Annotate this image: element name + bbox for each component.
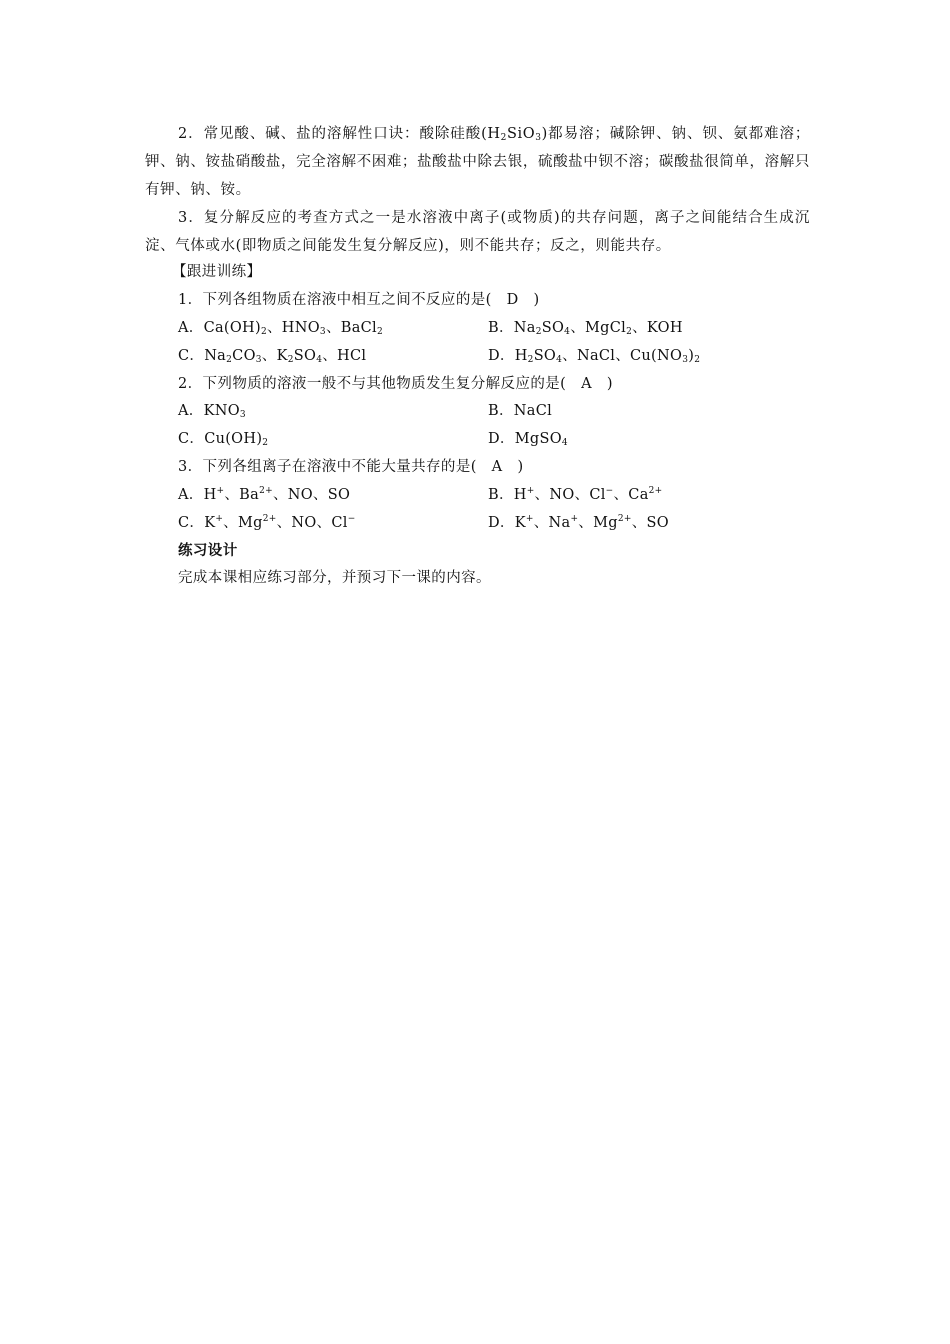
question-1-option-a: A．$Ca(OH)_2$、$HNO_3$、BaCl$_2$ [178, 320, 384, 337]
paragraph-text: 2．常见酸、碱、盐的溶解性口诀：酸除硅酸(H [178, 126, 501, 142]
question-3-stem: 3．下列各组离子在溶液中不能大量共存的是( A ) [178, 459, 524, 475]
question-1-option-b: B．$Na_2SO_4$、MgCl$_2$、KOH [488, 320, 683, 337]
paragraph-solubility-rhyme [145, 120, 810, 204]
paragraph-text: SiO [506, 126, 536, 142]
subscript: 3 [535, 133, 542, 143]
paragraph-text: )都易溶；碱除钾、钠、钡、氨都难溶；钾、钠、铵盐硝酸盐，完全溶解不困难；盐酸盐中除去银，硫酸盐中钡不溶；碳酸盐很简单，溶解只有钾、钠、铵。 [145, 126, 810, 198]
question-2-stem: 2．下列物质的溶液一般不与其他物质发生复分解反应的是( A ) [178, 376, 613, 392]
section-title-training: 【跟进训练】 [172, 264, 262, 280]
question-3-option-a: A．H+、$Ba^{2+}$、NO、SO [178, 486, 351, 503]
section-title-practice: 练习设计 [178, 542, 238, 559]
question-2-option-c: C．$Cu(OH)_2$ [178, 431, 269, 448]
question-2-option-d: D．MgSO$_4$ [488, 431, 568, 448]
question-3-option-c: C．K+、$Mg^{2+}$、NO、Cl− [178, 514, 356, 531]
question-1-option-c: C．$Na_2CO_3$、$K_2SO_4$、HCl [178, 348, 367, 365]
question-2-option-b: B．NaCl [488, 403, 553, 419]
question-3-option-b: B．H+、NO、Cl−、$Ca^{2+}$ [488, 486, 663, 503]
question-1-option-d: D．$H_2SO_4$、NaCl、$Cu(NO_3)_2$ [488, 348, 701, 365]
question-3-option-d: D．K+、Na+、$Mg^{2+}$、SO [488, 514, 669, 531]
subscript: 2 [500, 133, 507, 143]
question-2-option-a: A．$KNO_3$ [178, 403, 246, 420]
question-1-stem: 1．下列各组物质在溶液中相互之间不反应的是( D ) [178, 292, 540, 308]
practice-text: 完成本课相应练习部分，并预习下一课的内容。 [178, 570, 491, 586]
paragraph-coexistence: 3．复分解反应的考查方式之一是水溶液中离子(或物质)的共存问题，离子之间能结合生成沉淀、气体或水(即物质之间能发生复分解反应)，则不能共存；反之，则能共存。 [145, 210, 810, 254]
